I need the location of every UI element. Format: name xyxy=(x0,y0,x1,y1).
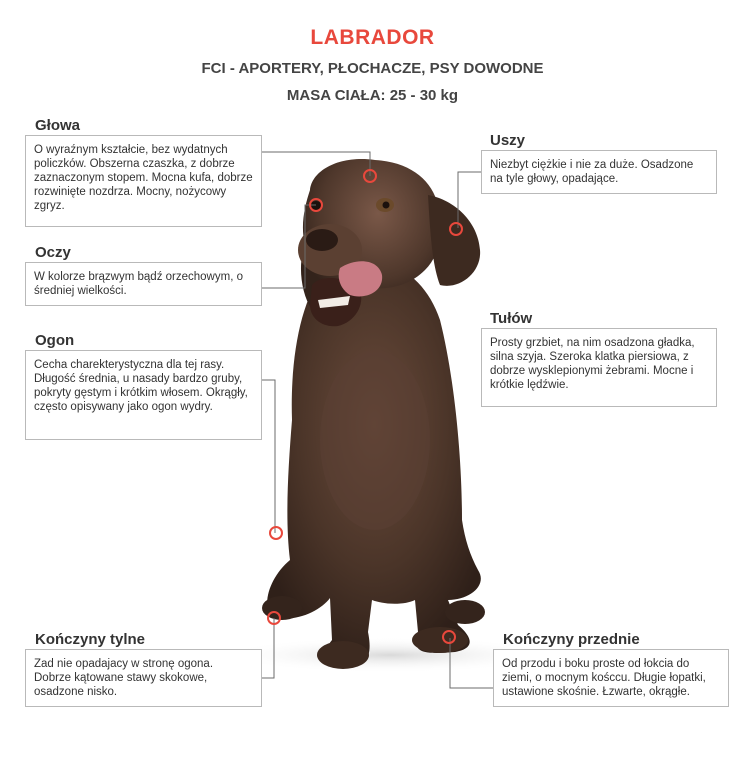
page-title: LABRADOR xyxy=(310,26,435,49)
body-weight: MASA CIAŁA: 25 - 30 kg xyxy=(286,87,459,104)
box-uszy: Niezbyt ciężkie i nie za duże. Osadzone na tyle głowy, opadające. xyxy=(481,150,717,194)
box-konczyny-przednie: Od przodu i boku proste od łokcia do ziemi, o mocnym kośccu. Długie łopatki, ustawione skośnie. Łzwarte, okrągłe. xyxy=(493,649,729,707)
box-tulow: Prosty grzbiet, na nim osadzona gładka, silna szyja. Szeroka klatka piersiowa, z dobrze wysklepionymi żebrami. Mocne i krótkie lędźwie. xyxy=(481,328,717,407)
box-glowa: O wyraźnym kształcie, bez wydatnych policzków. Obszerna czaszka, z dobrze zaznaczonym stopem. Mocna kufa, dobrze rozwinięte nozdrza. Mocny, nożycowy zgryz. xyxy=(25,135,262,227)
leader-glowa xyxy=(262,152,370,176)
box-ogon: Cecha charekterystyczna dla tej rasy. Długość średnia, u nasady bardzo gruby, pokryty gęstym i krótkim włosem. Okrągły, często opisywany jako ogon wydry. xyxy=(25,350,262,440)
box-konczyny-tylne: Zad nie opadajacy w stronę ogona. Dobrze kątowane stawy skokowe, osadzone nisko. xyxy=(25,649,262,707)
label-konczyny-przednie: Kończyny przednie xyxy=(503,631,640,648)
leader-konczyny-przednie xyxy=(450,638,493,688)
marker-uszy xyxy=(450,223,462,235)
label-glowa: Głowa xyxy=(35,117,81,134)
label-tulow: Tułów xyxy=(490,310,533,327)
marker-ogon xyxy=(270,527,282,539)
marker-konczyny-przednie xyxy=(443,631,455,643)
label-uszy: Uszy xyxy=(490,132,526,149)
label-ogon: Ogon xyxy=(35,332,75,349)
leader-ogon xyxy=(262,380,275,533)
breed-group-subtitle: FCI - APORTERY, PŁOCHACZE, PSY DOWODNE xyxy=(201,60,544,77)
leader-konczyny-tylne xyxy=(262,618,274,678)
leader-oczy xyxy=(262,205,316,288)
box-oczy: W kolorze brązwym bądź orzechowym, o średniej wielkości. xyxy=(25,262,262,306)
label-konczyny-tylne: Kończyny tylne xyxy=(35,631,146,648)
label-oczy: Oczy xyxy=(35,244,71,261)
